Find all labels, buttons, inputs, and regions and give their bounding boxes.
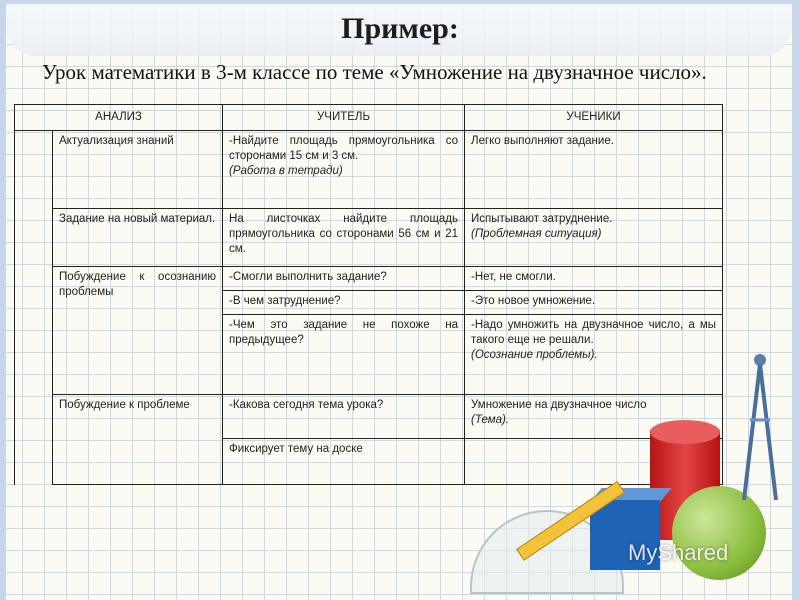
teacher-cell: -Какова сегодня тема урока? [223,395,465,439]
frame-left [0,0,6,600]
lesson-table [14,104,723,485]
table-row [15,209,723,267]
students-note: (Тема). [471,414,510,426]
students-cell: -Нет, не смогли. [465,267,723,291]
students-cell: Легко выполняют задание. [465,131,723,209]
teacher-cell: -В чем затруднение? [223,291,465,315]
slide-title: Пример: [341,12,459,45]
analysis-cell: Побуждение к проблеме [53,395,223,485]
students-text: -Надо умножить на двузначное число, а мы такого еще не решали. [471,319,717,346]
frame-right [792,0,800,600]
teacher-cell: Фиксирует тему на доске [223,439,465,485]
teacher-cell: -Чем это задание не похоже на предыдущее? [223,315,465,395]
slide-subtitle: Урок математики в 3-м классе по теме «Умножение на двузначное число». [42,60,707,84]
students-cell [465,209,723,267]
teacher-cell: -Смогли выполнить задание? [223,267,465,291]
analysis-cell: Задание на новый материал. [53,209,223,267]
table-row [15,131,723,209]
table-header-row [15,105,723,131]
watermark: MyShared [628,540,729,565]
header-teacher: УЧИТЕЛЬ [223,105,465,131]
header-students: УЧЕНИКИ [465,105,723,131]
analysis-cell: Актуализация знаний [53,131,223,209]
cylinder-top [650,420,720,444]
teacher-cell: На листочках найдите площадь прямоугольника со сторонами 56 см и 21 см. [223,209,465,267]
analysis-cell: Побуждение к осознанию проблемы [53,267,223,395]
teacher-cell [223,131,465,209]
students-text: Испытывают затруднение. [471,213,613,225]
teacher-note: (Работа в тетради) [229,165,343,177]
table-row [15,267,723,291]
teacher-text: -Найдите площадь прямоугольника со сторонами 15 см и 3 см. [229,135,459,162]
students-cell [465,315,723,395]
gap-cell [15,131,53,485]
students-text: Умножение на двузначное число [471,399,647,411]
table-row [15,395,723,439]
students-cell: -Это новое умножение. [465,291,723,315]
header-analysis: АНАЛИЗ [15,105,223,131]
students-note: (Осознание проблемы). [471,349,598,361]
students-note: (Проблемная ситуация) [471,228,602,240]
compass-icon [740,350,780,510]
